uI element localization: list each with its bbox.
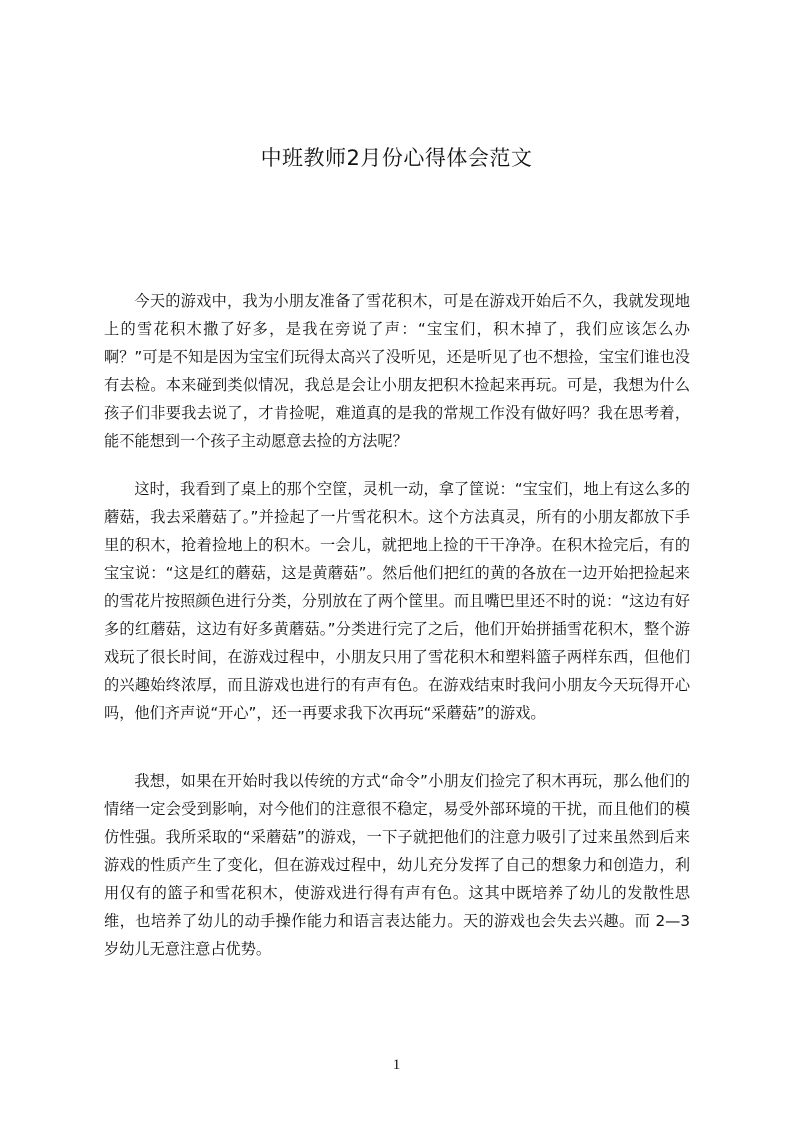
body-paragraph-1: 今天的游戏中，我为小朋友准备了雪花积木，可是在游戏开始后不久，我就发现地上的雪花积木撒了好多，是我在旁说了声：“宝宝们，积木掉了，我们应该怎么办啊？”可是不知是因为宝宝们玩得太高兴了没听见，还是听见了也不想捡，宝宝们谁也没有去检。本来碰到类似情况，我总是会让小朋友把积木捡起来再玩。可是，我想为什么孩子们非要我去说了，才肯捡呢，难道真的是我的常规工作没有做好吗？我在思考着，能不能想到一个孩子主动愿意去捡的方法呢？ [104,292,690,450]
document-title: 中班教师2月份心得体会范文 [260,146,533,170]
body-paragraph-3: 我想，如果在开始时我以传统的方式“命令”小朋友们捡完了积木再玩，那么他们的情绪一定会受到影响，对今他们的注意很不稳定，易受外部环境的干扰，而且他们的模仿性强。我所采取的“采蘑菇”的游戏，一下子就把他们的注意力吸引了过来虽然到后来游戏的性质产生了变化，但在游戏过程中，幼儿充分发挥了自己的想象力和创造力，利用仅有的篮子和雪花积木，使游戏进行得有声有色。这其中既培养了幼儿的发散性思维，也培养了幼儿的动手操作能力和语言表达能力。天的游戏也会失去兴趣。而 2—3 岁幼儿无意注意占优势。 [104,772,690,958]
body-paragraph-2: 这时，我看到了桌上的那个空筐，灵机一动，拿了筐说：“宝宝们，地上有这么多的蘑菇，我去采蘑菇了。”并捡起了一片雪花积木。这个方法真灵，所有的小朋友都放下手里的积木，抢着捡地上的积木。一会儿，就把地上捡的干干净净。在积木捡完后，有的宝宝说：“这是红的蘑菇，这是黄蘑菇”。然后他们把红的黄的各放在一边开始把捡起来的雪花片按照颜色进行分类，分别放在了两个筐里。而且嘴巴里还不时的说：“这边有好多的红蘑菇，这边有好多黄蘑菇。”分类进行完了之后，他们开始拼插雪花积木，整个游戏玩了很长时间，在游戏过程中，小朋友只用了雪花积木和塑料篮子两样东西，但他们的兴趣始终浓厚，而且游戏也进行的有声有色。在游戏结束时我问小朋友今天玩得开心吗，他们齐声说“开心”，还一再要求我下次再玩“采蘑菇”的游戏。 [104,480,690,722]
page-number: 1 [392,1057,401,1073]
